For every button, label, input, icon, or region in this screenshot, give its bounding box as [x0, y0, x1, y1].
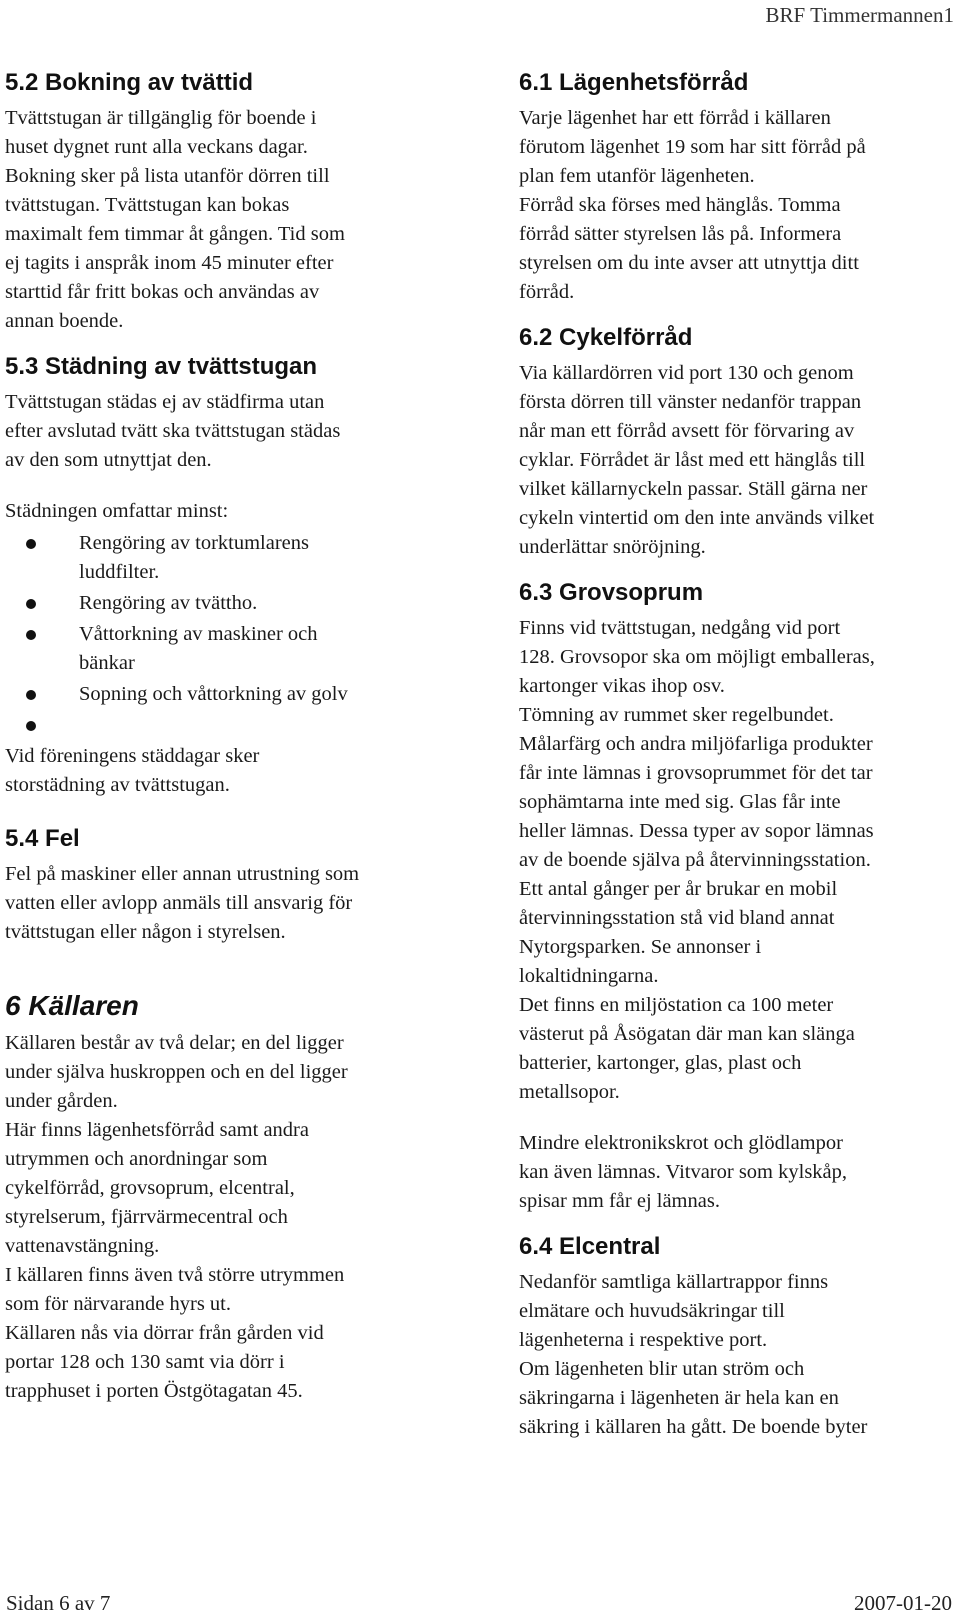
text-line: som för närvarande hyrs ut.: [5, 1293, 232, 1315]
text-line: ej tagits i anspråk inom 45 minuter efter: [5, 252, 334, 274]
heading-5-3: 5.3 Städning av tvättstugan: [5, 353, 318, 380]
text-line: styrelsen om du inte avser att utnyttja ditt: [519, 252, 859, 274]
text-line: elmätare och huvudsäkringar till: [519, 1300, 785, 1322]
text-line: huset dygnet runt alla veckans dagar.: [5, 136, 308, 158]
bullet-icon: [26, 690, 36, 700]
text-line: cykeln vintertid om den inte används vilket: [519, 507, 875, 529]
list-item: Rengöring av torktumlarens luddfilter.: [5, 529, 465, 587]
text-line: vilket källarnyckeln passar. Ställ gärna ner: [519, 478, 868, 500]
text-line: metallsopor.: [519, 1081, 620, 1103]
text-line: Ett antal gånger per år brukar en mobil: [519, 878, 838, 900]
cleaning-intro: Städningen omfattar minst:: [5, 500, 229, 522]
bullet-icon: [26, 539, 36, 549]
text-line: tvättstugan. Tvättstugan kan bokas: [5, 194, 290, 216]
section-5-2-text: [5, 104, 465, 336]
text-line: portar 128 och 130 samt via dörr i: [5, 1351, 285, 1373]
list-item: Våttorkning av maskiner och bänkar: [5, 620, 465, 678]
heading-5-4: 5.4 Fel: [5, 825, 80, 852]
list-item: Rengöring av tvättho.: [5, 589, 465, 618]
text-line: starttid får fritt bokas och användas av: [5, 281, 320, 303]
text-line: cykelförråd, grovsoprum, elcentral,: [5, 1177, 295, 1199]
bullet-icon: [26, 630, 36, 640]
text-line: Tömning av rummet sker regelbundet.: [519, 704, 834, 726]
left-column: [5, 66, 465, 1406]
text-line: plan fem utanför lägenheten.: [519, 165, 755, 187]
text-line: Förråd ska förses med hänglås. Tomma: [519, 194, 841, 216]
document-date: 2007-01-20: [854, 1591, 952, 1615]
text-line: lägenheterna i respektive port.: [519, 1329, 768, 1351]
text-line: lokaltidningarna.: [519, 965, 659, 987]
text-line: säkringarna i lägenheten är hela kan en: [519, 1387, 839, 1409]
text-line: heller lämnas. Dessa typer av sopor lämnas: [519, 820, 874, 842]
text-line: västerut på Åsögatan där man kan slänga: [519, 1023, 855, 1045]
text-line: Nedanför samtliga källartrappor finns: [519, 1271, 829, 1293]
text-line: Tvättstugan städas ej av städfirma utan: [5, 391, 325, 413]
heading-5-2: 5.2 Bokning av tvättid: [5, 69, 254, 96]
heading-6: 6 Källaren: [5, 990, 139, 1021]
heading-6-3: 6.3 Grovsoprum: [519, 579, 704, 606]
text-line: Tvättstugan är tillgänglig för boende i: [5, 107, 317, 129]
text-line: Mindre elektronikskrot och glödlampor: [519, 1132, 843, 1154]
section-5-3-text: [5, 388, 465, 475]
list-item-empty: [5, 711, 465, 740]
text-line: trapphuset i porten Östgötagatan 45.: [5, 1380, 303, 1402]
bullet-icon: [26, 599, 36, 609]
text-line: vattenavstängning.: [5, 1235, 160, 1257]
text-line: förråd.: [519, 281, 575, 303]
text-line: batterier, kartonger, glas, plast och: [519, 1052, 802, 1074]
text-line: vatten eller avlopp anmäls till ansvarig för: [5, 892, 353, 914]
right-column: [519, 66, 959, 1442]
text-line: underlättar snöröjning.: [519, 536, 706, 558]
text-line: Via källardörren vid port 130 och genom: [519, 362, 854, 384]
text-line: spisar mm får ej lämnas.: [519, 1190, 720, 1212]
text-line: första dörren till vänster nedanför trappan: [519, 391, 862, 413]
text-line: utrymmen och anordningar som: [5, 1148, 268, 1170]
page-number: Sidan 6 av 7: [6, 1591, 111, 1615]
text-line: får inte lämnas i grovsoprummet för det tar: [519, 762, 873, 784]
text-line: Källaren består av två delar; en del ligger: [5, 1032, 344, 1054]
cleaning-list: [5, 529, 465, 740]
text-line: Här finns lägenhetsförråd samt andra: [5, 1119, 309, 1141]
heading-6-4: 6.4 Elcentral: [519, 1233, 661, 1260]
text-line: Om lägenheten blir utan ström och: [519, 1358, 805, 1380]
text-line: Fel på maskiner eller annan utrustning som: [5, 863, 360, 885]
section-5-4-text: [5, 860, 465, 947]
section-6-2-text: [519, 359, 959, 562]
text-line: når man ett förråd avsett för förvaring av: [519, 420, 855, 442]
page-header: BRF Timmermannen1: [765, 3, 954, 27]
text-line: efter avslutad tvätt ska tvättstugan städas: [5, 420, 341, 442]
text-line: Bokning sker på lista utanför dörren till: [5, 165, 330, 187]
text-line: Nytorgsparken. Se annonser i: [519, 936, 762, 958]
section-6-4-text: [519, 1268, 959, 1442]
text-line: styrelserum, fjärrvärmecentral och: [5, 1206, 288, 1228]
cleaning-closing: [5, 742, 465, 800]
text-line: förutom lägenhet 19 som har sitt förråd på: [519, 136, 866, 158]
text-line: förråd sätter styrelsen lås på. Informera: [519, 223, 842, 245]
text-line: maximalt fem timmar åt gången. Tid som: [5, 223, 345, 245]
bullet-icon: [26, 721, 36, 731]
text-line: av de boende själva på återvinningsstation.: [519, 849, 871, 871]
text-line: under själva huskroppen och en del ligger: [5, 1061, 348, 1083]
text-line: annan boende.: [5, 310, 124, 332]
text-line: Vid föreningens städdagar sker: [5, 745, 260, 767]
text-line: Varje lägenhet har ett förråd i källaren: [519, 107, 831, 129]
text-line: Det finns en miljöstation ca 100 meter: [519, 994, 834, 1016]
text-line: säkring i källaren ha gått. De boende byter: [519, 1416, 868, 1438]
text-line: Finns vid tvättstugan, nedgång vid port: [519, 617, 841, 639]
section-6-text: [5, 1029, 465, 1406]
text-line: Källaren nås via dörrar från gården vid: [5, 1322, 324, 1344]
text-line: Målarfärg och andra miljöfarliga produkter: [519, 733, 873, 755]
section-6-3-text-extra: [519, 1129, 959, 1216]
text-line: storstädning av tvättstugan.: [5, 774, 230, 796]
list-item: Sopning och våttorkning av golv: [5, 680, 465, 709]
heading-6-1: 6.1 Lägenhetsförråd: [519, 69, 749, 96]
text-line: kan även lämnas. Vitvaror som kylskåp,: [519, 1161, 848, 1183]
section-6-1-text: [519, 104, 959, 307]
text-line: under gården.: [5, 1090, 118, 1112]
text-line: 128. Grovsopor ska om möjligt emballeras,: [519, 646, 875, 668]
text-line: återvinningsstation stå vid bland annat: [519, 907, 835, 929]
section-6-3-text: [519, 614, 959, 1107]
text-line: tvättstugan eller någon i styrelsen.: [5, 921, 286, 943]
text-line: sophämtarna inte med sig. Glas får inte: [519, 791, 841, 813]
text-line: kartonger vikas ihop osv.: [519, 675, 725, 697]
heading-6-2: 6.2 Cykelförråd: [519, 324, 693, 351]
text-line: cyklar. Förrådet är låst med ett hänglås till: [519, 449, 866, 471]
text-line: I källaren finns även två större utrymmen: [5, 1264, 345, 1286]
text-line: av den som utnyttjat den.: [5, 449, 212, 471]
